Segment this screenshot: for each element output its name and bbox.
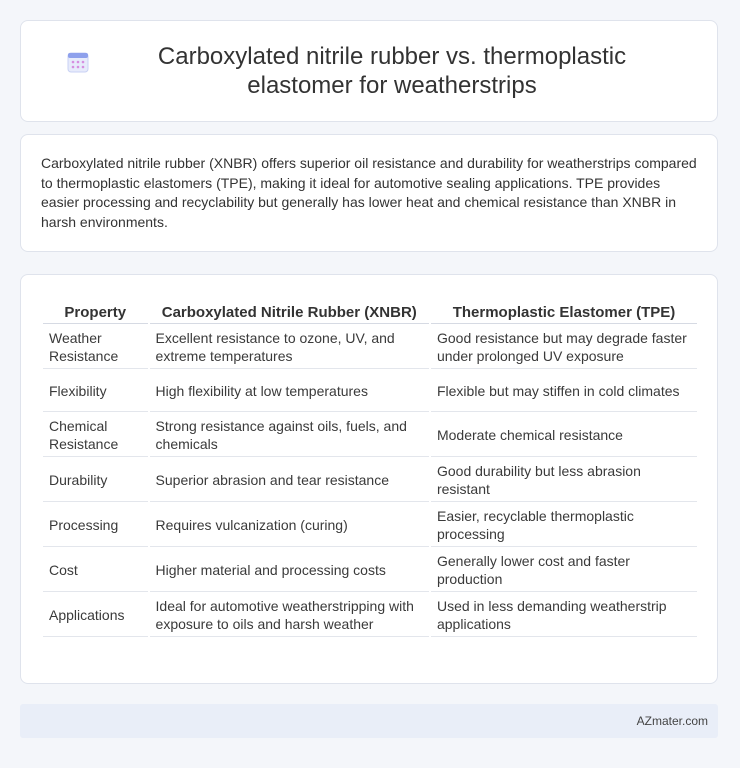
xnbr-cell: Excellent resistance to ozone, UV, and extreme temperatures xyxy=(150,326,429,369)
tpe-cell: Good resistance but may degrade faster under prolonged UV exposure xyxy=(431,326,697,369)
calendar-icon xyxy=(66,50,90,74)
table-row xyxy=(43,504,697,547)
page-title: Carboxylated nitrile rubber vs. thermoplastic elastomer for weatherstrips xyxy=(157,43,627,99)
summary-text: Carboxylated nitrile rubber (XNBR) offers superior oil resistance and durability for weatherstrips compared to thermoplastic elastomers (TPE), making it ideal for automotive sealing applications. TPE provides easier processing and recyclability but generally has lower heat and chemical resistance than XNBR in harsh environments. xyxy=(41,155,697,230)
tpe-cell: Moderate chemical resistance xyxy=(431,414,697,457)
xnbr-cell: High flexibility at low temperatures xyxy=(150,371,429,412)
property-cell: Chemical Resistance xyxy=(43,414,148,457)
tpe-cell: Easier, recyclable thermoplastic processing xyxy=(431,504,697,547)
table-row xyxy=(43,326,697,369)
footer-site-link[interactable]: AZmater.com xyxy=(636,714,708,728)
xnbr-cell: Ideal for automotive weatherstripping with exposure to oils and harsh weather xyxy=(150,594,429,637)
table-row xyxy=(43,459,697,502)
title-wrap xyxy=(66,42,672,100)
tpe-cell: Used in less demanding weatherstrip applications xyxy=(431,594,697,637)
table-card xyxy=(20,274,718,684)
xnbr-cell: Requires vulcanization (curing) xyxy=(150,504,429,547)
property-cell: Flexibility xyxy=(43,371,148,412)
summary-card xyxy=(20,134,718,252)
header-tpe: Thermoplastic Elastomer (TPE) xyxy=(431,297,697,324)
table-row xyxy=(43,594,697,637)
tpe-cell: Flexible but may stiffen in cold climates xyxy=(431,371,697,412)
comparison-table xyxy=(41,295,699,639)
footer xyxy=(20,704,718,738)
tpe-cell: Good durability but less abrasion resistant xyxy=(431,459,697,502)
property-cell: Weather Resistance xyxy=(43,326,148,369)
header-property: Property xyxy=(43,297,148,324)
xnbr-cell: Strong resistance against oils, fuels, and chemicals xyxy=(150,414,429,457)
table-row xyxy=(43,371,697,412)
tpe-cell: Generally lower cost and faster production xyxy=(431,549,697,592)
xnbr-cell: Higher material and processing costs xyxy=(150,549,429,592)
header-xnbr: Carboxylated Nitrile Rubber (XNBR) xyxy=(150,297,429,324)
table-row xyxy=(43,549,697,592)
table-row xyxy=(43,414,697,457)
property-cell: Applications xyxy=(43,594,148,637)
table-header-row xyxy=(43,297,697,324)
property-cell: Durability xyxy=(43,459,148,502)
property-cell: Cost xyxy=(43,549,148,592)
xnbr-cell: Superior abrasion and tear resistance xyxy=(150,459,429,502)
property-cell: Processing xyxy=(43,504,148,547)
title-card xyxy=(20,20,718,122)
